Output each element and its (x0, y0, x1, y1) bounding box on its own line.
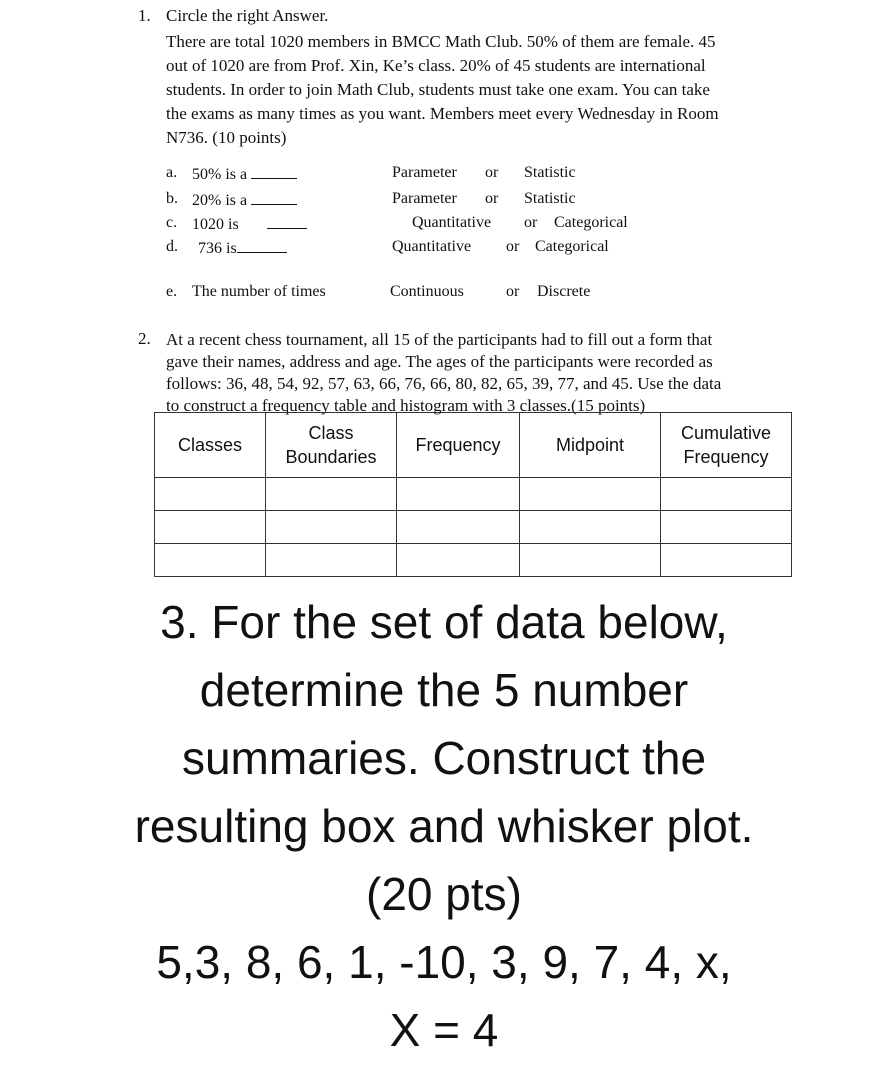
q1-body-line: the exams as many times as you want. Members meet every Wednesday in Room (166, 104, 719, 123)
q3-data-line: X = 4 (389, 1004, 499, 1056)
answer-blank[interactable] (267, 214, 307, 229)
table-cell[interactable] (661, 544, 792, 577)
q2-number: 2. (138, 329, 151, 348)
header-text: Frequency (683, 447, 769, 467)
table-cell[interactable] (397, 511, 520, 544)
header-classes: Classes (155, 413, 266, 478)
q2-body-line: follows: 36, 48, 54, 92, 57, 63, 66, 76, 66, 80, 82, 65, 39, 77, and 45. Use the data (166, 374, 722, 393)
item-label: d. (166, 238, 178, 255)
q3-line: 3. For the set of data below, (160, 596, 728, 648)
choice-or: or (485, 164, 499, 181)
choice-parameter[interactable]: Parameter (392, 164, 457, 181)
choice-statistic[interactable]: Statistic (524, 190, 576, 207)
q1-title: Circle the right Answer. (166, 6, 329, 25)
frequency-table (154, 412, 792, 577)
table-row (155, 511, 792, 544)
choice-quantitative[interactable]: Quantitative (392, 238, 472, 255)
item-label: b. (166, 190, 178, 207)
choice-or: or (506, 283, 520, 300)
header-text: Class (308, 423, 354, 443)
choice-or: or (524, 214, 538, 231)
item-label: c. (166, 214, 178, 231)
table-cell[interactable] (520, 478, 661, 511)
q1-body-line: N736. (10 points) (166, 128, 287, 147)
q3-line: determine the 5 number (199, 664, 689, 716)
table-cell[interactable] (397, 544, 520, 577)
item-label: e. (166, 283, 178, 300)
q3-line: resulting box and whisker plot. (134, 800, 754, 852)
choice-or: or (485, 190, 499, 207)
q2-body-line: to construct a frequency table and histogram with 3 classes.(15 points) (166, 396, 646, 415)
table-cell[interactable] (661, 511, 792, 544)
header-cumulative-frequency (661, 413, 792, 478)
table-cell[interactable] (520, 511, 661, 544)
choice-quantitative[interactable]: Quantitative (412, 214, 492, 231)
table-header-row (155, 413, 792, 478)
table-cell[interactable] (155, 511, 266, 544)
choice-discrete[interactable]: Discrete (537, 283, 591, 300)
item-text: 1020 is (192, 216, 239, 233)
item-label: a. (166, 164, 178, 181)
answer-blank[interactable] (251, 190, 297, 205)
answer-blank[interactable] (237, 238, 287, 253)
table-cell[interactable] (520, 544, 661, 577)
choice-categorical[interactable]: Categorical (535, 238, 609, 255)
q2-body-line: At a recent chess tournament, all 15 of the participants had to fill out a form that (166, 330, 713, 349)
choice-categorical[interactable]: Categorical (554, 214, 628, 231)
q1-body-line: out of 1020 are from Prof. Xin, Ke’s class. 20% of 45 students are international (166, 56, 706, 75)
q3-line: (20 pts) (366, 868, 522, 920)
q1-body (166, 30, 796, 150)
item-text: 20% is a (192, 192, 248, 209)
q3-data-line: 5,3, 8, 6, 1, -10, 3, 9, 7, 4, x, (156, 936, 732, 988)
item-text: The number of times (192, 283, 326, 300)
header-text: Boundaries (285, 447, 377, 467)
item-text: 736 is (198, 240, 237, 257)
header-text: Cumulative (680, 423, 772, 443)
choice-parameter[interactable]: Parameter (392, 190, 457, 207)
table-cell[interactable] (155, 478, 266, 511)
table-cell[interactable] (397, 478, 520, 511)
choice-or: or (506, 238, 520, 255)
table-row (155, 478, 792, 511)
q2-body (166, 329, 806, 417)
q1-body-line: students. In order to join Math Club, students must take one exam. You can take (166, 80, 710, 99)
header-midpoint: Midpoint (520, 413, 661, 478)
header-frequency: Frequency (397, 413, 520, 478)
choice-continuous[interactable]: Continuous (390, 283, 464, 300)
header-class-boundaries (266, 413, 397, 478)
table-cell[interactable] (661, 478, 792, 511)
table-cell[interactable] (266, 511, 397, 544)
table-cell[interactable] (155, 544, 266, 577)
item-text: 50% is a (192, 166, 248, 183)
q1-number: 1. (138, 6, 151, 25)
table-cell[interactable] (266, 478, 397, 511)
q3-line: summaries. Construct the (181, 732, 707, 784)
q3-block (0, 588, 888, 1064)
choice-statistic[interactable]: Statistic (524, 164, 576, 181)
table-row (155, 544, 792, 577)
answer-blank[interactable] (251, 164, 297, 179)
q2-body-line: gave their names, address and age. The ages of the participants were recorded as (166, 352, 713, 371)
table-cell[interactable] (266, 544, 397, 577)
q1-body-line: There are total 1020 members in BMCC Math Club. 50% of them are female. 45 (166, 32, 716, 51)
